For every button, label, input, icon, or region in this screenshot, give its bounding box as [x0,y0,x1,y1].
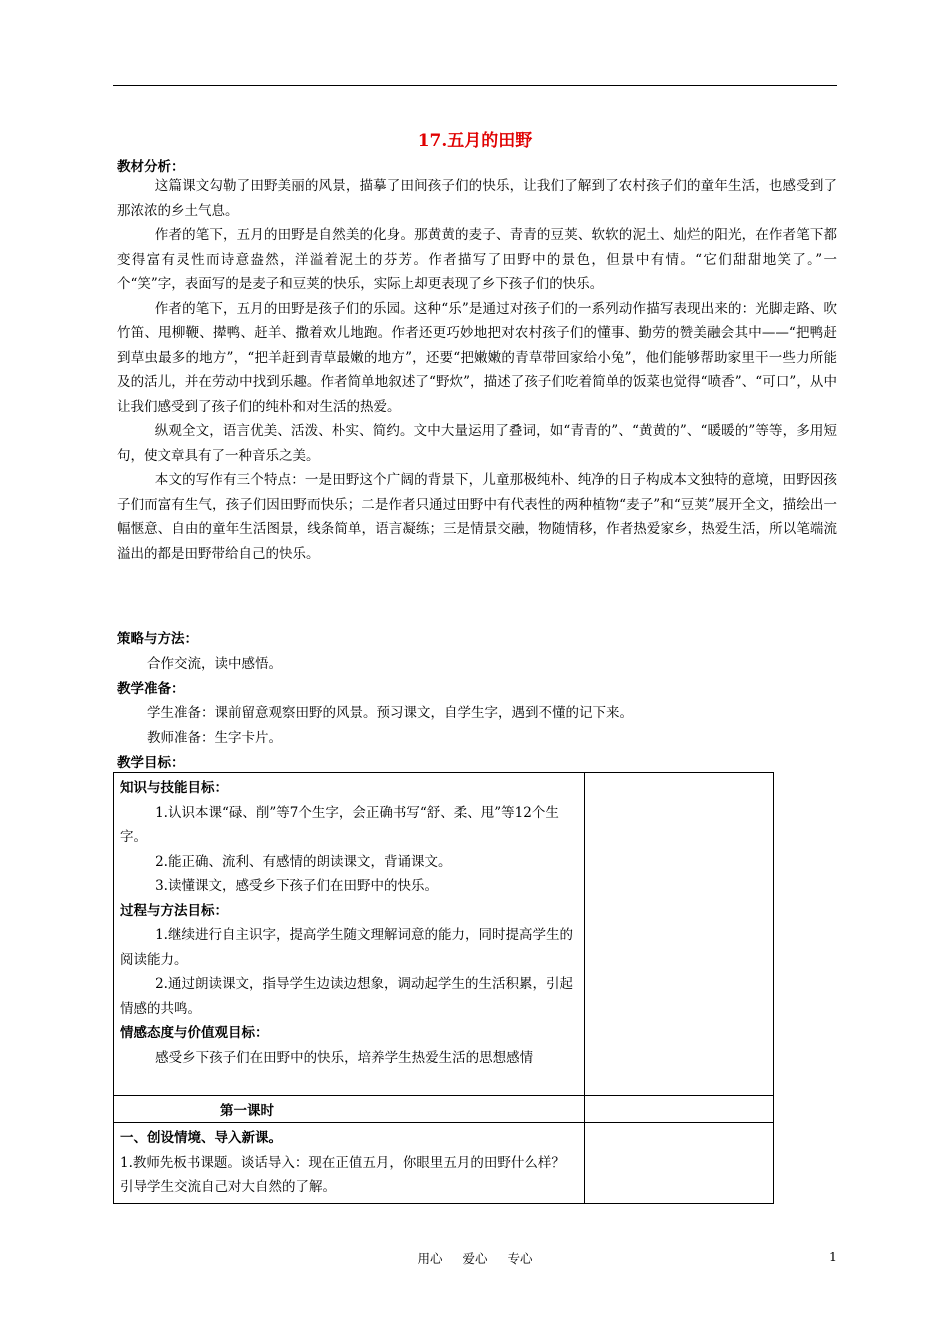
analysis-body [117,174,837,566]
step1-text: 1.教师先板书课题。谈话导入：现在正值五月，你眼里五月的田野什么样？引导学生交流自己对大自然的了解。 [120,1154,565,1195]
header-rule [113,85,837,86]
emotion-text: 感受乡下孩子们在田野中的快乐，培养学生热爱生活的思想感情 [155,1049,534,1066]
emotion-heading: 情感态度与价值观目标： [120,1025,269,1041]
process-item: 1.继续进行自主识字，提高学生随文理解词意的能力，同时提高学生的阅读能力。 [120,927,573,968]
analysis-paragraph: 纵观全文，语言优美、活泼、朴实、简约。文中大量运用了叠词，如“青青的”、“黄黄的”、“暖暖的”等等，多用短句，使文章具有了一种音乐之美。 [117,423,837,464]
goals-heading: 教学目标： [117,755,185,771]
prep-teacher: 教师准备：生字卡片。 [147,730,282,746]
notes-cell [585,1123,774,1204]
page-number: 1 [829,1249,837,1264]
strategy-text: 合作交流，读中感悟。 [147,656,282,672]
lesson-label: 第一课时 [114,1096,585,1123]
analysis-paragraph: 作者的笔下，五月的田野是自然美的化身。那黄黄的麦子、青青的豆荚、软软的泥土、灿烂的阳光，在作者笔下都变得富有灵性而诗意盎然，洋溢着泥土的芬芳。作者描写了田野中的景色，但景中有情。“它们甜甜地笑了。”一个“笑”字，表面写的是麦子和豆荚的快乐，实际上却更表现了乡下孩子们的快乐。 [117,227,837,292]
notes-cell [585,1096,774,1123]
knowledge-heading: 知识与技能目标： [120,780,228,796]
page-title: 17.五月的田野 [417,131,533,151]
step1-cell [114,1123,585,1204]
goals-table [113,772,774,1204]
goals-cell [114,773,585,1096]
prep-student: 学生准备：课前留意观察田野的风景。预习课文，自学生字，遇到不懂的记下来。 [147,705,633,721]
process-heading: 过程与方法目标： [120,902,228,919]
process-item: 2.通过朗读课文，指导学生边读边想象，调动起学生的生活积累，引起情感的共鸣。 [120,976,573,1017]
knowledge-item: 3.读懂课文，感受乡下孩子们在田野中的快乐。 [155,878,438,894]
analysis-paragraph: 本文的写作有三个特点：一是田野这个广阔的背景下，儿童那极纯朴、纯净的日子构成本文独特的意境，田野因孩子们而富有生气，孩子们因田野而快乐；二是作者只通过田野中有代表性的两种植物“麦子”和“豆荚”展开全文，描绘出一幅惬意、自由的童年生活图景，线条简单，语言凝练；三是情景交融，物随情移，作者热爱家乡，热爱生活，所以笔端流溢出的都是田野带给自己的快乐。 [117,472,837,562]
knowledge-item: 2.能正确、流利、有感情的朗读课文，背诵课文。 [155,853,452,870]
knowledge-item: 1.认识本课“碌、削”等7个生字，会正确书写“舒、柔、甩”等12个生字。 [120,804,559,845]
step1-heading: 一、创设情境、导入新课。 [120,1130,282,1146]
prep-heading: 教学准备： [117,681,185,697]
analysis-paragraph: 这篇课文勾勒了田野美丽的风景，描摹了田间孩子们的快乐，让我们了解到了农村孩子们的童年生活，也感受到了那浓浓的乡土气息。 [117,178,837,219]
table-row [114,1096,774,1123]
footer-motto: 用心 爱心 专心 [417,1251,533,1266]
analysis-paragraph: 作者的笔下，五月的田野是孩子们的乐园。这种“乐”是通过对孩子们的一系列动作描写表现出来的：光脚走路、吹竹笛、甩柳鞭、撵鸭、赶羊、撒着欢儿地跑。作者还更巧妙地把对农村孩子们的懂事、勤劳的赞美融会其中——“把鸭赶到草虫最多的地方”，“把羊赶到青草最嫩的地方”，还要“把嫩嫩的青草带回家给小兔”，他们能够帮助家里干一些力所能及的活儿，并在劳动中找到乐趣。作者简单地叙述了“野炊”，描述了孩子们吃着简单的饭菜也觉得“喷香”、“可口”，从中让我们感受到了孩子们的纯朴和对生活的热爱。 [117,300,837,415]
table-row [114,773,774,1096]
notes-cell [585,773,774,1096]
analysis-heading: 教材分析： [117,159,185,175]
strategy-heading: 策略与方法： [117,631,198,647]
table-row [114,1123,774,1204]
